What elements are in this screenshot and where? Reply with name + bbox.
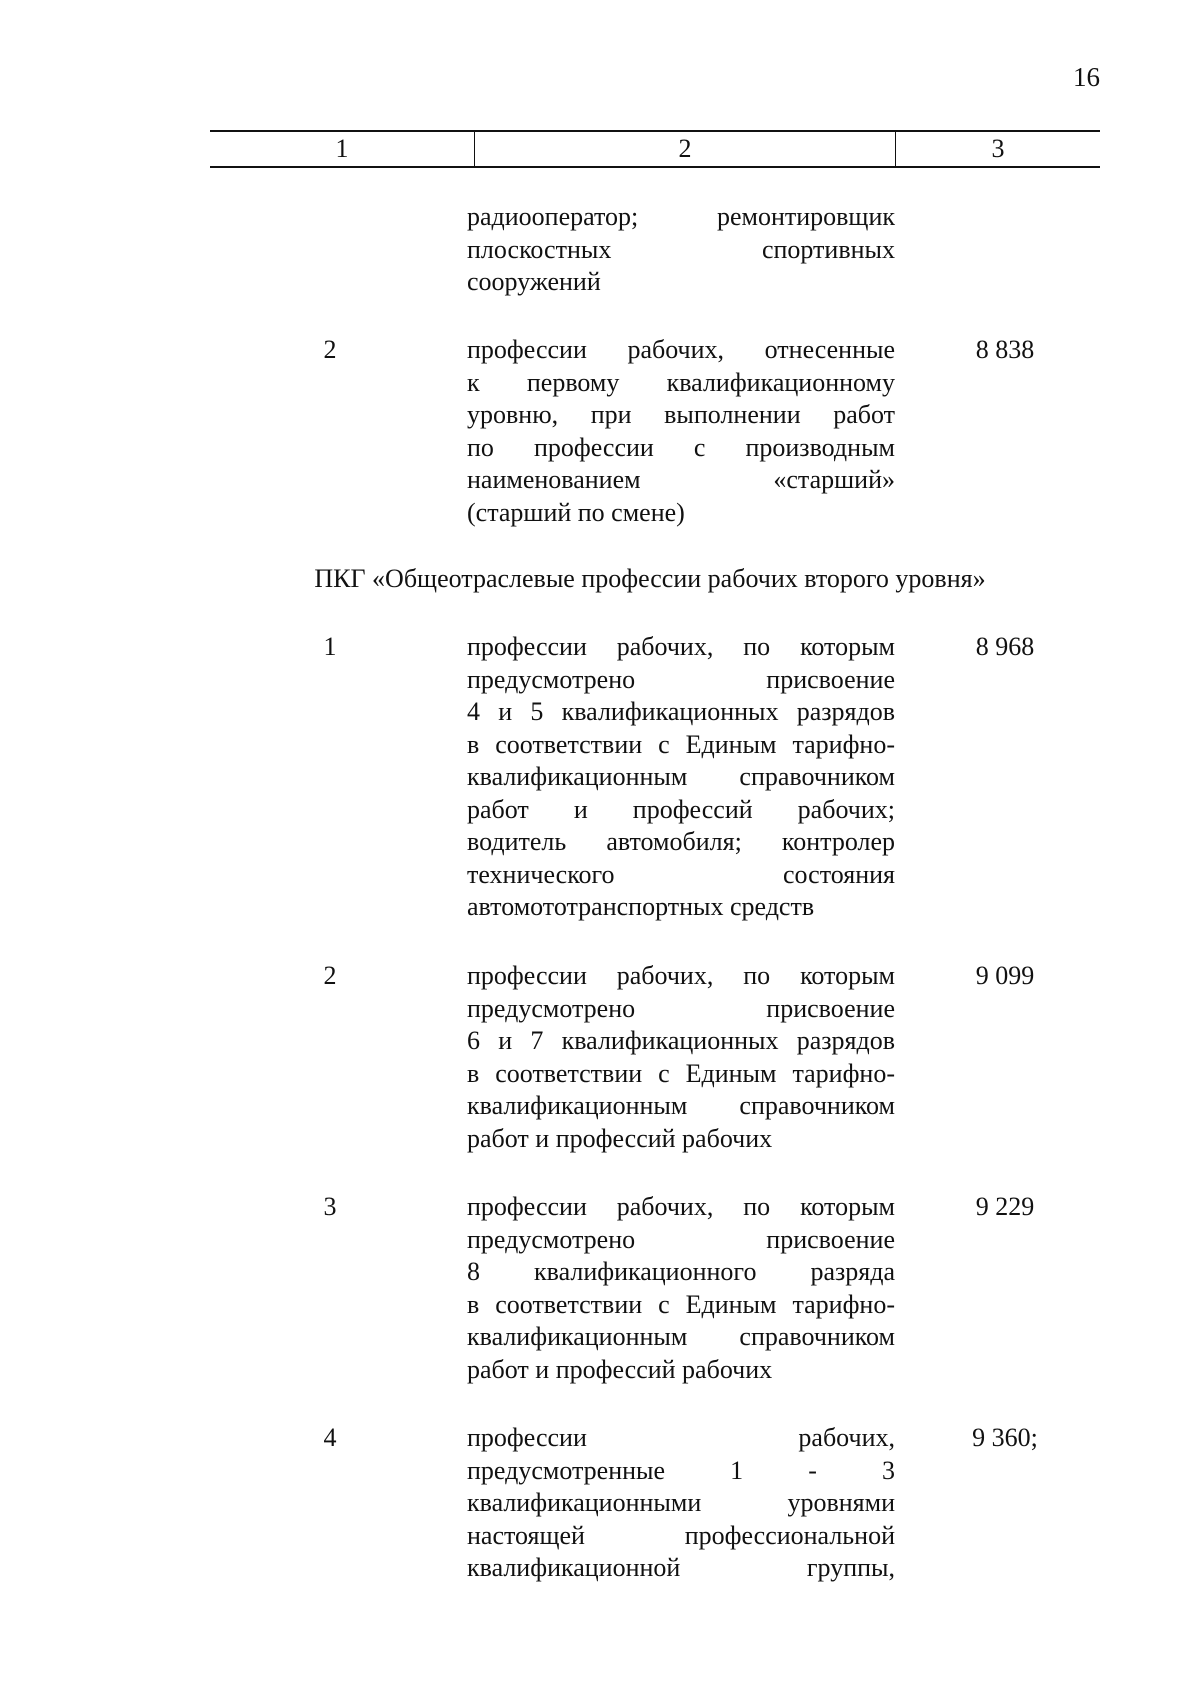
text-line: предусмотрено присвоение — [467, 664, 895, 694]
text-line: настоящей профессиональной — [467, 1520, 895, 1550]
text-line: предусмотрено присвоение — [467, 1224, 895, 1254]
continuation-text — [467, 201, 895, 299]
row-number: 1 — [323, 632, 337, 661]
text-line: профессии рабочих, — [467, 1423, 895, 1452]
text-line: (старший по смене) — [467, 497, 685, 527]
text-line: сооружений — [467, 267, 601, 296]
text-line: квалификационной группы, — [467, 1553, 895, 1582]
text-line: уровню, при выполнении работ — [467, 400, 895, 429]
text-line: профессии рабочих, отнесенные — [467, 335, 895, 364]
row-description — [467, 631, 895, 924]
text-line: предусмотрено присвоение — [467, 993, 895, 1023]
row-description — [467, 334, 895, 529]
text-line: предусмотренные 1 - 3 — [467, 1455, 895, 1485]
text-line: работ и профессий рабочих; — [467, 794, 895, 824]
text-line: технического состояния — [467, 859, 895, 889]
text-line: в соответствии с Единым тарифно- — [467, 729, 895, 759]
text-line: автомототранспортных средств — [467, 892, 815, 921]
text-line: к первому квалификационному — [467, 367, 895, 397]
text-line: работ и профессий рабочих — [467, 1123, 773, 1153]
row-description — [467, 960, 895, 1155]
text-line: квалификационным справочником — [467, 1091, 895, 1120]
text-line: водитель автомобиля; контролер — [467, 827, 895, 856]
text-line: профессии рабочих, по которым — [467, 632, 895, 661]
row-value: 8 968 — [975, 632, 1035, 661]
row-value: 9 360; — [972, 1423, 1038, 1452]
text-line: квалификационными уровнями — [467, 1488, 895, 1517]
text-line: в соответствии с Единым тарифно- — [467, 1289, 895, 1319]
text-line: в соответствии с Единым тарифно- — [467, 1058, 895, 1088]
text-line: работ и профессий рабочих — [467, 1354, 773, 1384]
page-number: 16 — [1073, 62, 1100, 92]
header-col-1: 1 — [335, 134, 349, 163]
text-line: плоскостных спортивных — [467, 234, 895, 264]
text-line: профессии рабочих, по которым — [467, 961, 895, 990]
text-line: 4 и 5 квалификационных разрядов — [467, 697, 895, 726]
text-line: квалификационным справочником — [467, 1322, 895, 1351]
row-description — [467, 1422, 895, 1585]
text-line: профессии рабочих, по которым — [467, 1192, 895, 1221]
text-line: 8 квалификационного разряда — [467, 1257, 895, 1286]
row-number: 2 — [323, 961, 337, 990]
text-line: 6 и 7 квалификационных разрядов — [467, 1026, 895, 1055]
row-value: 9 229 — [975, 1192, 1035, 1221]
row-value: 9 099 — [975, 961, 1035, 990]
header-col-2: 2 — [474, 132, 896, 166]
row-number: 2 — [323, 335, 337, 364]
row-value: 8 838 — [975, 335, 1035, 364]
row-number: 3 — [323, 1192, 337, 1221]
section-title: ПКГ «Общеотраслевые профессии рабочих второго уровня» — [314, 564, 986, 593]
text-line: радиооператор; ремонтировщик — [467, 202, 895, 231]
row-number: 4 — [323, 1423, 337, 1452]
text-line: наименованием «старший» — [467, 465, 895, 494]
table-header — [210, 130, 1100, 168]
text-line: квалификационным справочником — [467, 762, 895, 791]
text-line: по профессии с производным — [467, 432, 895, 462]
row-description — [467, 1191, 895, 1386]
header-col-3: 3 — [991, 134, 1005, 163]
